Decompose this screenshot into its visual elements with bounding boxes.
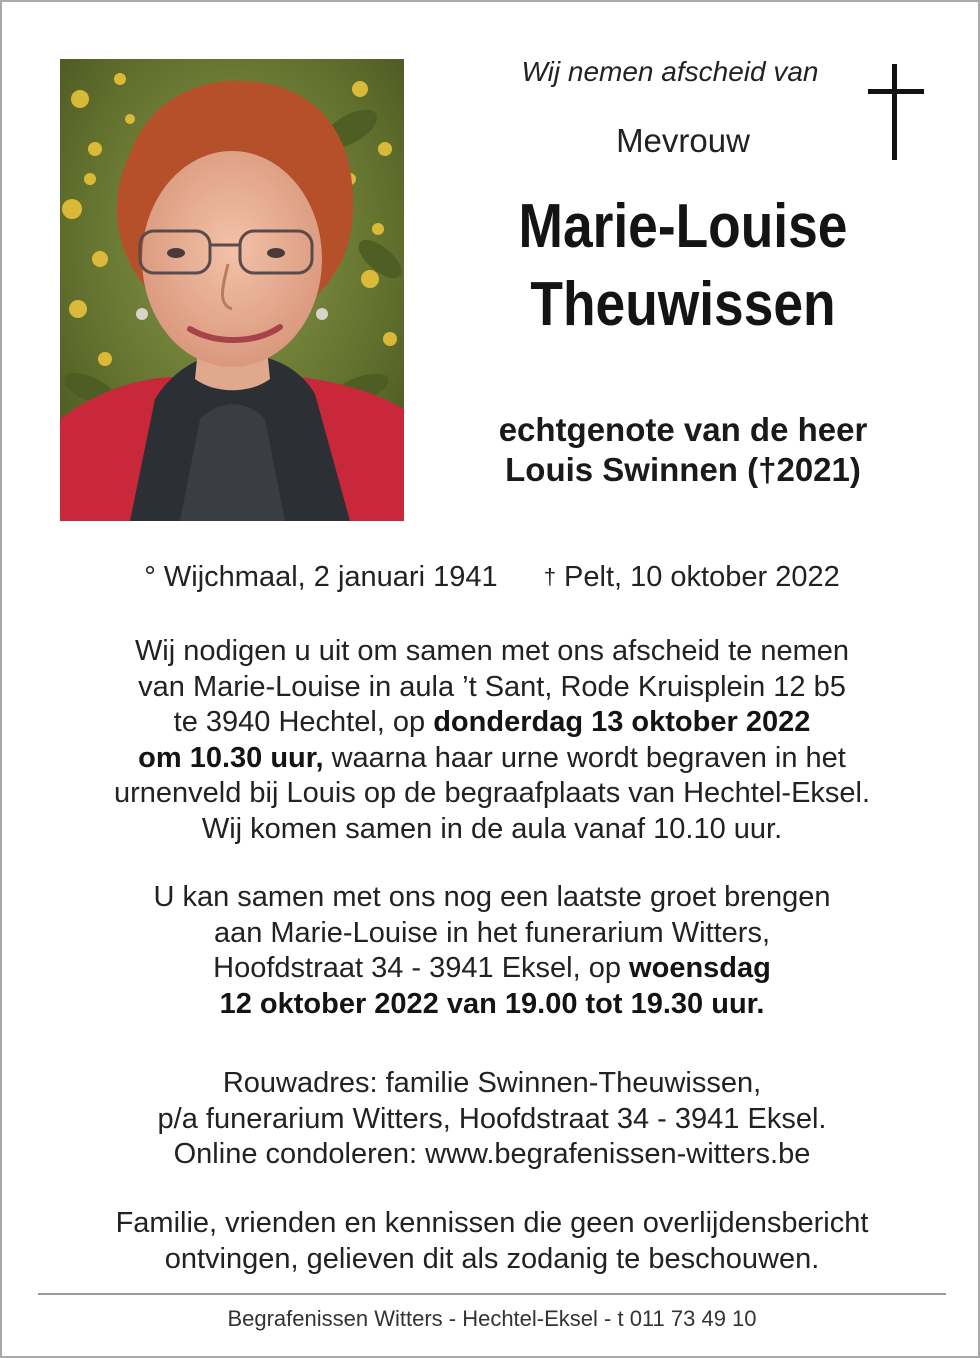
funeral-line xyxy=(32,741,952,777)
closing-line: ontvingen, gelieven dit als zodanig te beschouwen. xyxy=(164,1242,820,1275)
funeral-line: urnenveld bij Louis op de begraafplaats van Hechtel-Eksel. xyxy=(113,777,871,809)
deceased-first-name: Marie-Louise xyxy=(518,192,848,261)
life-dates xyxy=(2,561,980,594)
footer-divider xyxy=(38,1293,946,1295)
visitation-text: Hoofdstraat 34 - 3941 Eksel, op xyxy=(213,952,630,984)
visitation-line: U kan samen met ons nog een laatste groet brengen xyxy=(153,881,831,913)
intro-text: Wij nemen afscheid van xyxy=(521,56,819,87)
funeral-line: Wij komen samen in de aula vanaf 10.10 uur. xyxy=(201,812,783,845)
visitation-line xyxy=(32,987,952,1023)
address-paragraph xyxy=(32,1066,952,1173)
visitation-datetime: 12 oktober 2022 van 19.00 tot 19.30 uur. xyxy=(219,987,765,1020)
address-line: Rouwadres: familie Swinnen-Theuwissen, xyxy=(222,1067,762,1099)
dagger-icon: † xyxy=(543,564,556,589)
portrait-illustration xyxy=(60,59,404,521)
deceased-last-name: Theuwissen xyxy=(530,270,836,339)
closing-line: Familie, vrienden en kennissen die geen overlijdensbericht xyxy=(115,1207,869,1239)
birth-symbol: ° xyxy=(144,561,156,593)
death-date: Pelt, 10 oktober 2022 xyxy=(564,561,840,593)
funeral-paragraph xyxy=(32,634,952,847)
funeral-line: van Marie-Louise in aula ’t Sant, Rode Kruisplein 12 b5 xyxy=(138,670,846,703)
portrait-photo xyxy=(60,59,404,521)
funeral-line xyxy=(32,705,952,741)
funeral-text: waarna haar urne wordt begraven in het xyxy=(323,741,846,774)
condolence-link[interactable]: Online condoleren: www.begrafenissen-witters.be xyxy=(173,1138,811,1170)
spouse-line-2: Louis Swinnen (†2021) xyxy=(505,451,861,488)
footer-text: Begrafenissen Witters - Hechtel-Eksel - t 011 73 49 10 xyxy=(227,1306,757,1331)
visitation-line xyxy=(32,951,952,987)
visitation-paragraph xyxy=(32,880,952,1022)
address-line: p/a funerarium Witters, Hoofdstraat 34 - 3941 Eksel. xyxy=(157,1102,827,1135)
visitation-day: woensdag xyxy=(629,952,771,984)
visitation-line: aan Marie-Louise in het funerarium Witters, xyxy=(213,916,771,949)
funeral-line: Wij nodigen u uit om samen met ons afscheid te nemen xyxy=(134,635,850,667)
funeral-date: donderdag 13 oktober 2022 xyxy=(433,706,811,738)
birth-date: Wijchmaal, 2 januari 1941 xyxy=(163,561,498,593)
honorific: Mevrouw xyxy=(616,122,750,159)
spouse-line-1: echtgenote van de heer xyxy=(498,411,868,448)
funeral-time: om 10.30 uur, xyxy=(138,741,324,774)
closing-paragraph xyxy=(32,1206,952,1277)
deceased-name xyxy=(476,188,891,344)
spouse-info xyxy=(442,410,924,490)
funeral-text: te 3940 Hechtel, op xyxy=(173,706,434,738)
